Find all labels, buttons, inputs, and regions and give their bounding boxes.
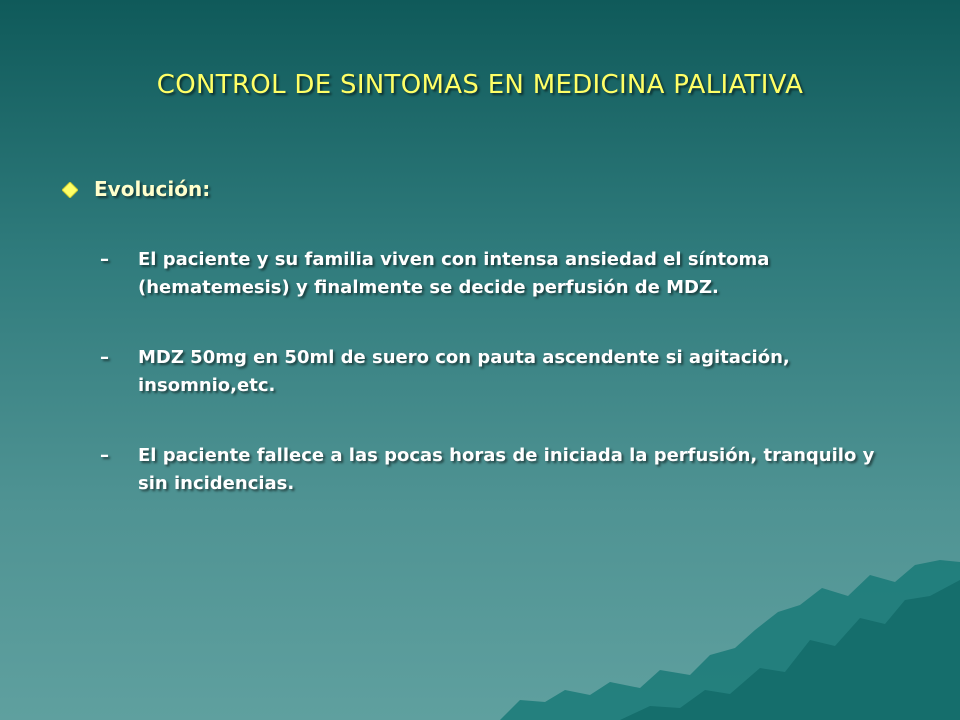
sub-bullet-text: El paciente fallece a las pocas horas de iniciada la perfusión, tranquilo y sin incidencias. (138, 445, 875, 494)
sub-bullet-item (100, 344, 900, 400)
dash-marker: – (100, 347, 109, 368)
main-bullet (60, 172, 900, 206)
sub-bullet-item (100, 246, 900, 302)
dash-marker: – (100, 249, 109, 270)
sub-bullet-item (100, 442, 900, 498)
mountain-shape-front (620, 580, 960, 720)
slide-content (60, 172, 900, 540)
bullet-label: Evolución: (94, 177, 211, 201)
mountain-shape-back (500, 560, 960, 720)
sub-bullet-text: MDZ 50mg en 50ml de suero con pauta ascendente si agitación, insomnio,etc. (138, 347, 790, 396)
slide-title: CONTROL DE SINTOMAS EN MEDICINA PALIATIVA (156, 70, 804, 100)
dash-marker: – (100, 445, 109, 466)
sub-bullet-text: El paciente y su familia viven con intensa ansiedad el síntoma (hematemesis) y finalmente se decide perfusión de MDZ. (138, 249, 770, 298)
sub-bullet-list (60, 246, 900, 498)
diamond-bullet-icon (62, 182, 78, 198)
